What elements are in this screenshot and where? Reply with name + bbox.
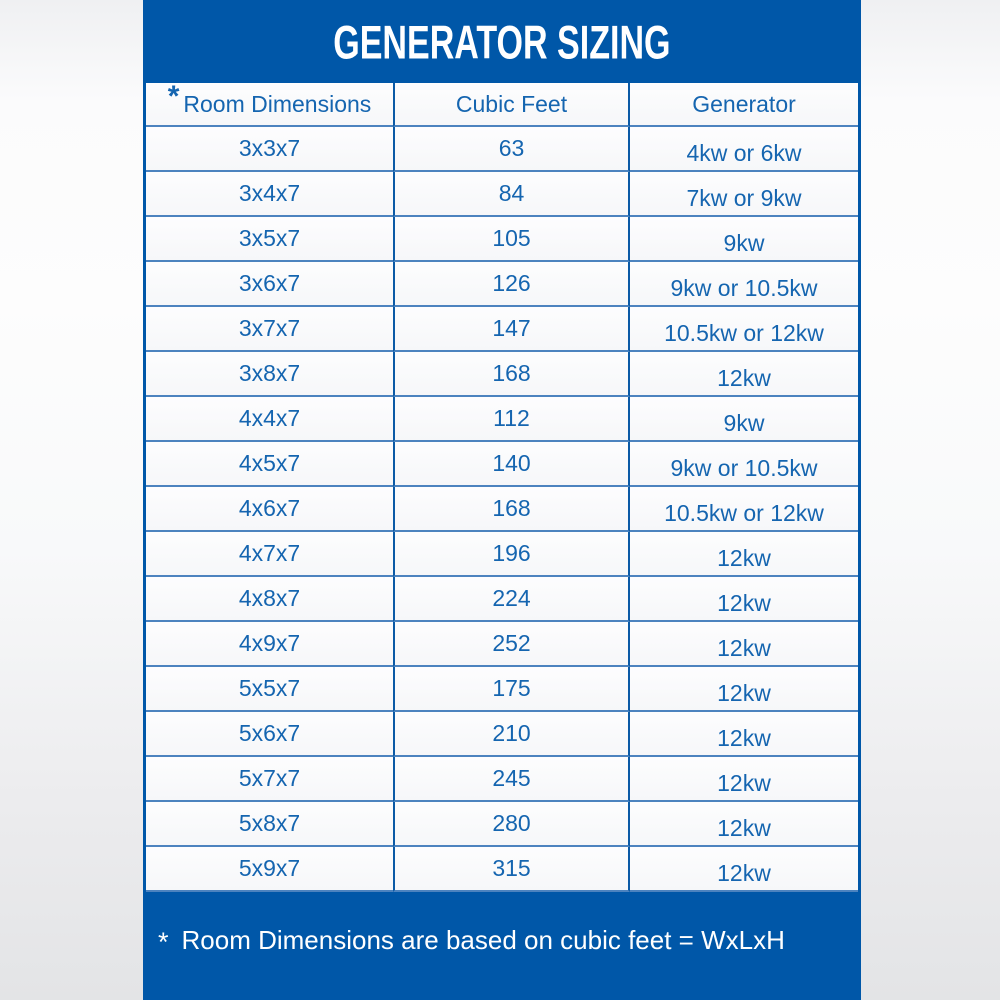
room-dimensions-value: 3x5x7 xyxy=(238,225,301,251)
cubic-feet-cell xyxy=(393,532,630,577)
page-title: GENERATOR SIZING xyxy=(333,14,671,69)
cubic-feet-cell xyxy=(393,352,630,397)
room-dimensions-cell xyxy=(146,622,393,667)
generator-value: 12kw xyxy=(717,725,771,751)
cubic-feet-cell xyxy=(393,307,630,352)
cubic-feet-cell xyxy=(393,442,630,487)
room-dimensions-cell xyxy=(146,577,393,622)
cubic-feet-cell xyxy=(393,577,630,622)
room-dimensions-value: 4x9x7 xyxy=(238,630,301,656)
cubic-feet-cell xyxy=(393,667,630,712)
table-row xyxy=(146,127,858,172)
table-header-row xyxy=(146,80,858,127)
generator-value: 9kw or 10.5kw xyxy=(670,275,818,301)
cubic-feet-value: 147 xyxy=(492,315,531,341)
cubic-feet-value: 252 xyxy=(492,630,531,656)
sizing-table xyxy=(146,80,858,892)
cubic-feet-value: 126 xyxy=(492,270,531,296)
table-row xyxy=(146,307,858,352)
room-dimensions-value: 5x8x7 xyxy=(238,810,301,836)
cubic-feet-value: 245 xyxy=(492,765,531,791)
room-dimensions-value: 5x6x7 xyxy=(238,720,301,746)
generator-value: 4kw or 6kw xyxy=(686,140,802,166)
cubic-feet-value: 63 xyxy=(498,135,525,161)
room-dimensions-cell xyxy=(146,847,393,892)
generator-value: 12kw xyxy=(717,770,771,796)
generator-cell xyxy=(630,217,858,262)
room-dimensions-value: 3x6x7 xyxy=(238,270,301,296)
generator-cell xyxy=(630,667,858,712)
table-row xyxy=(146,352,858,397)
generator-value: 7kw or 9kw xyxy=(686,185,802,211)
cubic-feet-value: 84 xyxy=(498,180,525,206)
generator-cell xyxy=(630,352,858,397)
generator-cell xyxy=(630,622,858,667)
cubic-feet-cell xyxy=(393,397,630,442)
table-row xyxy=(146,397,858,442)
footnote-asterisk: * xyxy=(158,926,169,957)
generator-cell xyxy=(630,172,858,217)
table-row xyxy=(146,577,858,622)
room-dimensions-cell xyxy=(146,262,393,307)
generator-value: 12kw xyxy=(717,590,771,616)
generator-value: 12kw xyxy=(717,815,771,841)
room-dimensions-cell xyxy=(146,442,393,487)
cubic-feet-value: 105 xyxy=(492,225,531,251)
cubic-feet-cell xyxy=(393,802,630,847)
cubic-feet-cell xyxy=(393,217,630,262)
generator-cell xyxy=(630,577,858,622)
cubic-feet-value: 280 xyxy=(492,810,531,836)
table-row xyxy=(146,217,858,262)
table-row xyxy=(146,532,858,577)
generator-cell xyxy=(630,442,858,487)
generator-cell xyxy=(630,487,858,532)
header-generator-label: Generator xyxy=(692,90,796,117)
generator-value: 12kw xyxy=(717,635,771,661)
generator-value: 10.5kw or 12kw xyxy=(664,500,824,526)
room-dimensions-cell xyxy=(146,172,393,217)
room-dimensions-value: 5x5x7 xyxy=(238,675,301,701)
room-dimensions-cell xyxy=(146,532,393,577)
table-row xyxy=(146,802,858,847)
generator-cell xyxy=(630,307,858,352)
table-row xyxy=(146,757,858,802)
footnote-asterisk: * xyxy=(167,80,180,113)
generator-value: 12kw xyxy=(717,545,771,571)
room-dimensions-cell xyxy=(146,487,393,532)
generator-cell xyxy=(630,802,858,847)
cubic-feet-cell xyxy=(393,172,630,217)
room-dimensions-value: 5x9x7 xyxy=(238,855,301,881)
cubic-feet-value: 140 xyxy=(492,450,531,476)
generator-cell xyxy=(630,847,858,892)
room-dimensions-cell xyxy=(146,802,393,847)
generator-cell xyxy=(630,127,858,172)
room-dimensions-cell xyxy=(146,307,393,352)
cubic-feet-value: 112 xyxy=(493,405,530,431)
table-row xyxy=(146,622,858,667)
generator-value: 9kw or 10.5kw xyxy=(670,455,818,481)
room-dimensions-value: 3x7x7 xyxy=(238,315,301,341)
room-dimensions-value: 4x6x7 xyxy=(238,495,301,521)
generator-value: 9kw xyxy=(723,230,765,256)
room-dimensions-value: 4x5x7 xyxy=(238,450,301,476)
room-dimensions-value: 3x8x7 xyxy=(238,360,301,386)
room-dimensions-value: 3x3x7 xyxy=(238,135,301,161)
generator-value: 10.5kw or 12kw xyxy=(664,320,824,346)
room-dimensions-value: 3x4x7 xyxy=(238,180,301,206)
table-row xyxy=(146,262,858,307)
generator-value: 12kw xyxy=(717,365,771,391)
room-dimensions-cell xyxy=(146,127,393,172)
generator-sizing-panel xyxy=(143,0,861,1000)
generator-cell xyxy=(630,757,858,802)
generator-value: 9kw xyxy=(723,410,765,436)
table-row xyxy=(146,712,858,757)
cubic-feet-cell xyxy=(393,757,630,802)
table-body xyxy=(146,127,858,892)
cubic-feet-value: 175 xyxy=(492,675,531,701)
cubic-feet-value: 168 xyxy=(492,360,531,386)
room-dimensions-value: 4x8x7 xyxy=(238,585,301,611)
header-generator xyxy=(630,83,858,127)
generator-cell xyxy=(630,712,858,757)
generator-cell xyxy=(630,262,858,307)
title-band xyxy=(143,0,861,83)
table-row xyxy=(146,487,858,532)
cubic-feet-value: 196 xyxy=(492,540,531,566)
table-row xyxy=(146,667,858,712)
header-cubic-feet-label: Cubic Feet xyxy=(455,90,568,117)
generator-value: 12kw xyxy=(717,860,771,886)
cubic-feet-cell xyxy=(393,847,630,892)
room-dimensions-cell xyxy=(146,217,393,262)
room-dimensions-value: 4x4x7 xyxy=(238,405,301,431)
room-dimensions-cell xyxy=(146,712,393,757)
room-dimensions-value: 4x7x7 xyxy=(238,540,301,566)
room-dimensions-cell xyxy=(146,757,393,802)
room-dimensions-value: 5x7x7 xyxy=(238,765,301,791)
cubic-feet-value: 224 xyxy=(492,585,531,611)
cubic-feet-cell xyxy=(393,487,630,532)
cubic-feet-value: 210 xyxy=(492,720,531,746)
header-room-dimensions-label: Room Dimensions xyxy=(183,90,372,117)
table-row xyxy=(146,442,858,487)
cubic-feet-value: 315 xyxy=(492,855,531,881)
cubic-feet-cell xyxy=(393,127,630,172)
room-dimensions-cell xyxy=(146,397,393,442)
cubic-feet-value: 168 xyxy=(492,495,531,521)
cubic-feet-cell xyxy=(393,262,630,307)
generator-cell xyxy=(630,532,858,577)
room-dimensions-cell xyxy=(146,667,393,712)
footnote-band xyxy=(143,892,861,1000)
generator-value: 12kw xyxy=(717,680,771,706)
generator-cell xyxy=(630,397,858,442)
header-cubic-feet xyxy=(393,83,630,127)
table-row xyxy=(146,172,858,217)
footnote-text: Room Dimensions are based on cubic feet = WxLxH xyxy=(181,924,785,955)
table-row xyxy=(146,847,858,892)
header-room-dimensions xyxy=(146,80,393,127)
cubic-feet-cell xyxy=(393,712,630,757)
room-dimensions-cell xyxy=(146,352,393,397)
cubic-feet-cell xyxy=(393,622,630,667)
